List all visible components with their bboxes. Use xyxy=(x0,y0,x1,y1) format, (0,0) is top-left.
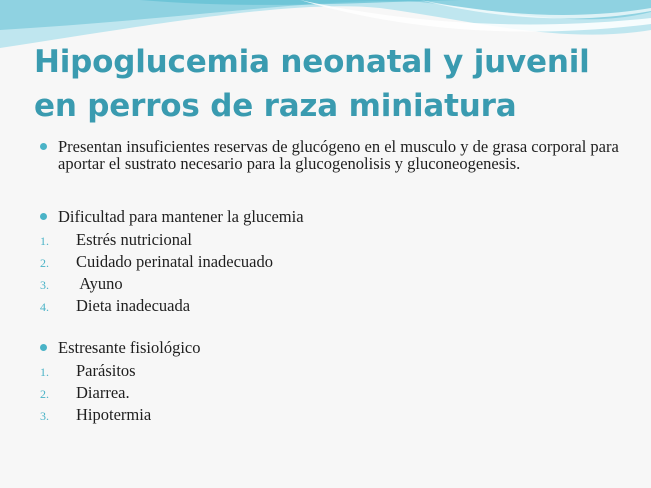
item-text: Parásitos xyxy=(76,361,136,380)
slide-title: Hipoglucemia neonatal y juvenil en perros de raza miniatura xyxy=(34,44,590,124)
slide-content xyxy=(40,138,620,426)
item-number: 2. xyxy=(40,256,49,270)
numbered-item xyxy=(40,295,620,317)
item-number: 1. xyxy=(40,234,49,248)
item-text: Dieta inadecuada xyxy=(76,296,191,315)
bullet-dot-icon xyxy=(40,213,47,220)
item-text: Diarrea. xyxy=(76,383,130,402)
bullet-item xyxy=(40,339,620,356)
item-text: Cuidado perinatal inadecuado xyxy=(76,252,274,271)
bullet-item xyxy=(40,138,620,172)
item-number: 4. xyxy=(40,300,49,314)
item-number: 2. xyxy=(40,387,49,401)
bullet-dot-icon xyxy=(40,344,47,351)
item-text: Hipotermia xyxy=(76,405,152,424)
item-number: 3. xyxy=(40,278,49,292)
numbered-item xyxy=(40,251,620,273)
bullet-item xyxy=(40,208,620,225)
bullet-text: Estresante fisiológico xyxy=(58,338,201,357)
item-text: Ayuno xyxy=(76,274,123,293)
bullet-text: Dificultad para mantener la glucemia xyxy=(58,207,304,226)
numbered-item xyxy=(40,273,620,295)
bullet-dot-icon xyxy=(40,143,47,150)
numbered-item xyxy=(40,404,620,426)
numbered-item xyxy=(40,360,620,382)
numbered-item xyxy=(40,229,620,251)
item-number: 1. xyxy=(40,365,49,379)
numbered-item xyxy=(40,382,620,404)
item-number: 3. xyxy=(40,409,49,423)
item-text: Estrés nutricional xyxy=(76,230,192,249)
bullet-text: Presentan insuficientes reservas de glucógeno en el musculo y de grasa corporal para aportar el sustrato necesario para la glucogenolisis y gluconeogenesis. xyxy=(58,137,619,173)
